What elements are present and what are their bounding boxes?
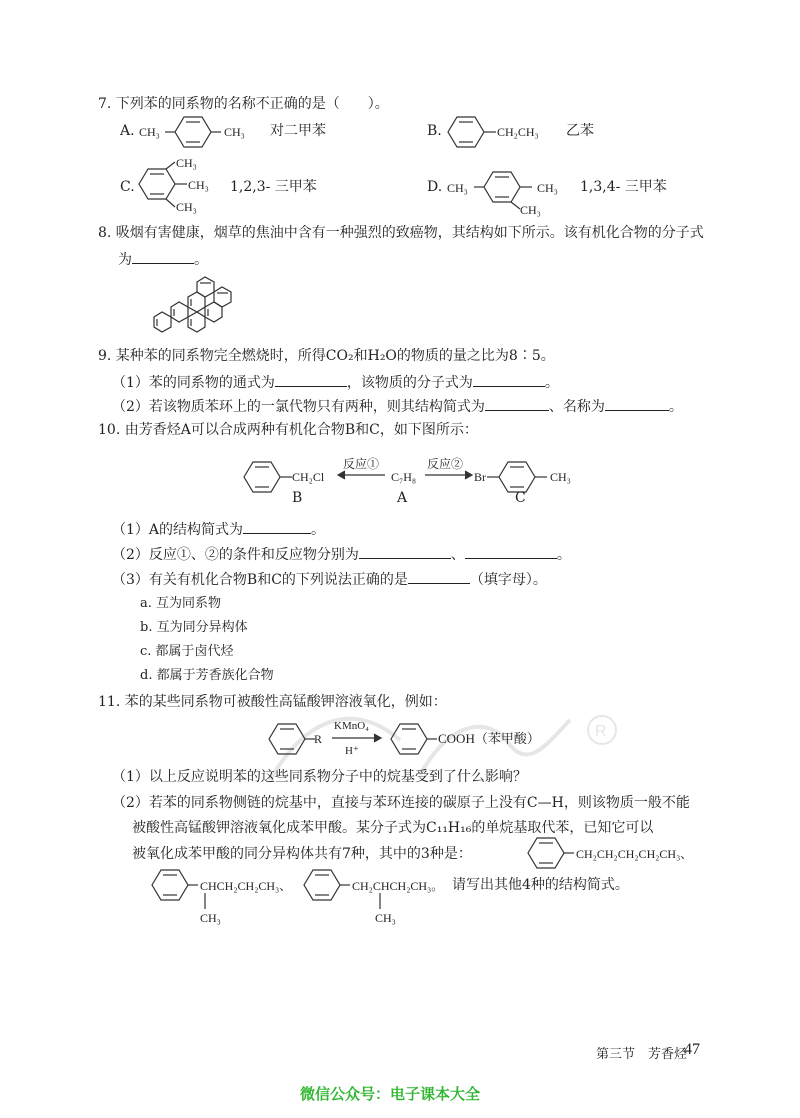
q10-reaction1-blank[interactable] <box>359 544 451 559</box>
q11-part1: （1）以上反应说明苯的这些同系物分子中的烷基受到了什么影响？ <box>112 769 527 785</box>
q7-c-name: 1,2,3- 三甲苯 <box>230 179 317 195</box>
q11-product-ring <box>387 720 443 758</box>
q8-stem-line2 <box>118 249 208 269</box>
q10-part3-a: （3）有关有机化合物B和C的下列说法正确的是 <box>112 572 408 588</box>
q11-reagent-bottom: H⁺ <box>345 745 359 757</box>
svg-text:R: R <box>595 723 607 740</box>
q7-option-d-label: D. <box>427 179 443 195</box>
q10-a-formula: C₇H₈ <box>391 470 417 484</box>
q10-choice-blank[interactable] <box>408 569 470 584</box>
q10-c-methyl: CH₃ <box>550 470 571 484</box>
q7-b-benzene-ring <box>444 113 500 151</box>
q10-part1-a: （1）A的结构简式为 <box>112 522 244 538</box>
q8-prefix: 为 <box>118 252 132 268</box>
q11-part2-line3: 被氧化成苯甲酸的同分异构体共有7种，其中的3种是： <box>132 846 472 862</box>
q7-d-right-methyl: CH₃ <box>537 181 558 195</box>
q7-c-bottom-methyl: CH₃ <box>176 200 197 214</box>
q10-a-structure-blank[interactable] <box>243 519 311 534</box>
q10-b-chloromethyl: CH₂Cl <box>292 470 325 484</box>
wechat-watermark: 微信公众号：电子课本大全 <box>300 1085 481 1103</box>
q11-reagent-top: KMnO₄ <box>334 720 370 732</box>
q11-isomer2-chain: CHCH₂CH₂CH₃、 <box>200 879 292 893</box>
q10-arrow2-label: 反应② <box>427 457 464 471</box>
q7-b-ethyl-group: CH₂CH₃ <box>497 125 539 139</box>
q9-general-formula-blank[interactable] <box>275 372 347 387</box>
q11-product-label: COOH（苯甲酸） <box>438 731 540 746</box>
q10-reaction2-blank[interactable] <box>465 544 557 559</box>
q7-a-benzene-ring <box>165 113 225 151</box>
q11-isomer3-chain: CH₂CHCH₂CH₃。 <box>352 879 444 893</box>
q9-part1-b: ，该物质的分子式为 <box>346 375 473 391</box>
q10-c-bromo: Br <box>474 470 486 484</box>
q10-part3 <box>112 569 547 589</box>
q11-isomer3-branch: CH₃ <box>375 911 396 925</box>
q9-molecular-formula-blank[interactable] <box>473 372 545 387</box>
q9-part1-c: 。 <box>544 375 559 391</box>
q11-isomer1-ring <box>524 834 580 872</box>
q10-c-label: C <box>515 490 526 506</box>
q10-part2-c: 。 <box>556 547 571 563</box>
q7-d-bottom-methyl: CH₃ <box>520 203 541 217</box>
q11-part2-line2: 被酸性高锰酸钾溶液氧化成苯甲酸。某分子式为C₁₁H₁₆的单烷基取代苯，已知它可以 <box>132 820 654 836</box>
benzopyrene-structure <box>138 272 253 342</box>
q10-part1 <box>112 519 325 539</box>
q9-name-blank[interactable] <box>605 396 669 411</box>
q10-option-d: d. 都属于芳香族化合物 <box>140 668 274 683</box>
q10-part2-a: （2）反应①、②的条件和反应物分别为 <box>112 547 359 563</box>
q7-a-right-methyl: CH₃ <box>224 125 245 139</box>
q7-d-left-methyl: CH₃ <box>447 181 468 195</box>
q7-stem: 7. 下列苯的同系物的名称不正确的是（ ）。 <box>98 96 389 112</box>
q8-stem-line1: 8. 吸烟有害健康，烟草的焦油中含有一种强烈的致癌物，其结构如下所示。该有机化合物的分子式 <box>98 225 704 241</box>
q9-part1 <box>112 372 559 392</box>
q11-part2-tail: 请写出其他4种的结构简式。 <box>452 877 629 893</box>
q9-part2-c: 。 <box>668 399 683 415</box>
q11-reactant-ring <box>265 720 321 758</box>
q9-part2-b: 、名称为 <box>548 399 605 415</box>
q11-isomer3-branch-bond <box>378 893 382 911</box>
q10-part2-b: 、 <box>450 547 465 563</box>
q7-a-name: 对二甲苯 <box>270 123 326 139</box>
q10-arrow-left <box>335 470 387 480</box>
q11-stem: 11. 苯的某些同系物可被酸性高锰酸钾溶液氧化，例如： <box>98 694 447 710</box>
page-number: 47 <box>684 1041 700 1058</box>
q7-c-top-methyl: CH₃ <box>176 156 197 170</box>
q8-suffix: 。 <box>194 252 208 268</box>
footer-section-title: 第三节 芳香烃 <box>596 1046 688 1061</box>
q11-reaction-arrow <box>330 733 384 743</box>
q10-a-label: A <box>397 490 408 506</box>
q11-isomer1-chain: CH₂CH₂CH₂CH₂CH₃、 <box>576 847 693 861</box>
q10-option-c: c. 都属于卤代烃 <box>140 644 234 659</box>
q10-part2 <box>112 544 571 564</box>
q11-isomer2-branch: CH₃ <box>200 911 221 925</box>
q9-part1-a: （1）苯的同系物的通式为 <box>112 375 275 391</box>
q7-c-mid-methyl: CH₃ <box>188 178 209 192</box>
q7-option-a-label: A. <box>120 123 135 139</box>
q9-part2 <box>112 396 683 416</box>
q10-part1-b: 。 <box>311 522 326 538</box>
q7-b-name: 乙苯 <box>566 123 594 139</box>
q10-b-label: B <box>292 490 303 506</box>
q8-answer-blank[interactable] <box>132 249 194 264</box>
q9-part2-a: （2）若该物质苯环上的一氯代物只有两种，则其结构简式为 <box>112 399 485 415</box>
q7-option-c-label: C. <box>120 179 135 195</box>
q7-d-name: 1,3,4- 三甲苯 <box>580 179 667 195</box>
q11-r-group: R <box>314 732 323 746</box>
q10-part3-b: （填字母）。 <box>469 572 547 588</box>
q11-part2-line1: （2）若苯的同系物侧链的烷基中，直接与苯环连接的碳原子上没有C—H，则该物质一般不能 <box>112 795 690 811</box>
q7-option-b-label: B. <box>427 123 442 139</box>
q10-arrow1-label: 反应① <box>343 457 380 471</box>
q11-isomer2-ring <box>148 866 204 904</box>
q9-stem: 9. 某种苯的同系物完全燃烧时，所得CO₂和H₂O的物质的量之比为8∶5。 <box>98 348 555 364</box>
q11-isomer2-branch-bond <box>203 893 207 911</box>
q10-arrow-right <box>423 470 475 480</box>
q10-stem: 10. 由芳香烃A可以合成两种有机化合物B和C，如下图所示： <box>98 422 478 438</box>
q7-a-left-methyl: CH₃ <box>139 125 160 139</box>
q9-structure-blank[interactable] <box>485 396 549 411</box>
q10-option-b: b. 互为同分异构体 <box>140 620 248 635</box>
q10-option-a: a. 互为同系物 <box>140 596 222 611</box>
q11-isomer3-ring <box>300 866 356 904</box>
